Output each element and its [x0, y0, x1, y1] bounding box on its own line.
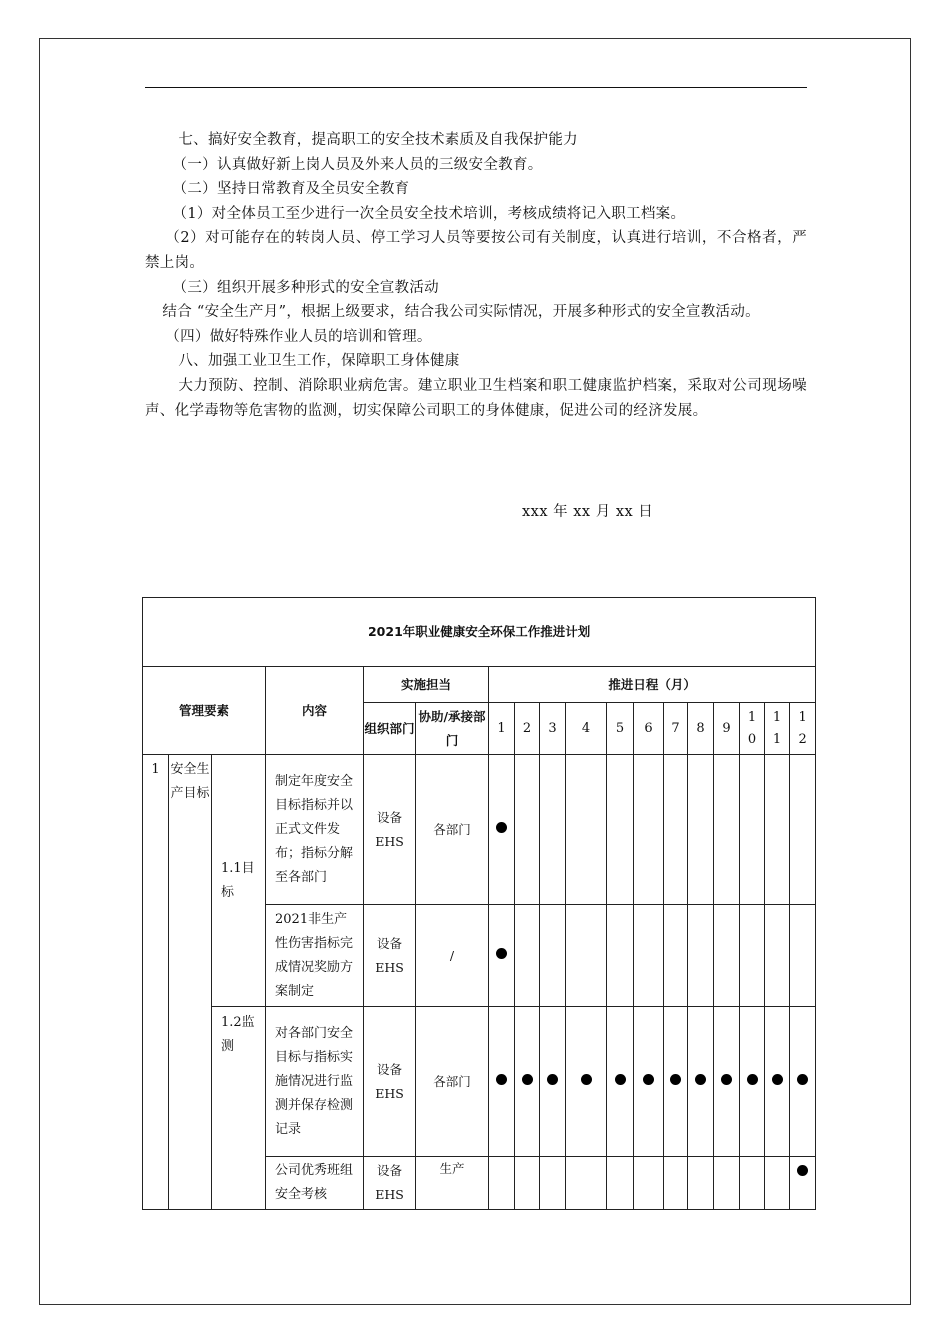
scheduled-dot	[721, 1074, 732, 1085]
month-header-3: 3	[540, 703, 566, 755]
schedule-cell-month-3	[540, 1157, 566, 1210]
schedule-cell-month-5	[607, 905, 634, 1007]
header-responsible: 实施担当	[364, 667, 489, 703]
header-content: 内容	[266, 667, 364, 755]
header-org-dept: 组织部门	[364, 703, 416, 755]
scheduled-dot	[496, 1074, 507, 1085]
row-assist-dept: 各部门	[416, 755, 489, 905]
scheduled-dot	[670, 1074, 681, 1085]
schedule-cell-month-10	[740, 1007, 765, 1157]
row-assist-dept: /	[416, 905, 489, 1007]
schedule-cell-month-6	[634, 905, 664, 1007]
schedule-cell-month-2	[515, 755, 540, 905]
schedule-cell-month-8	[688, 905, 714, 1007]
month-header-12: 12	[790, 703, 816, 755]
schedule-cell-month-5	[607, 1157, 634, 1210]
scheduled-dot	[522, 1074, 533, 1085]
schedule-cell-month-5	[607, 755, 634, 905]
schedule-cell-month-1	[489, 1007, 515, 1157]
schedule-cell-month-5	[607, 1007, 634, 1157]
paragraph-5: （2）对可能存在的转岗人员、停工学习人员等要按公司有关制度，认真进行培训，不合格者，严禁上岗。	[145, 230, 807, 271]
schedule-cell-month-10	[740, 1157, 765, 1210]
row-content: 2021非生产性伤害指标完成情况奖励方案制定	[266, 905, 364, 1007]
schedule-cell-month-8	[688, 755, 714, 905]
subsection-target: 1.1目标	[212, 755, 266, 1007]
scheduled-dot	[772, 1074, 783, 1085]
paragraph-10: 大力预防、控制、消除职业病危害。建立职业卫生档案和职工健康监护档案，采取对公司现场噪声、化学毒物等危害物的监测，切实保障公司职工的身体健康，促进公司的经济发展。	[145, 377, 807, 419]
schedule-cell-month-11	[765, 755, 790, 905]
paragraph-2: （一）认真做好新上岗人员及外来人员的三级安全教育。	[172, 156, 543, 173]
paragraph-3: （二）坚持日常教育及全员安全教育	[172, 181, 410, 198]
schedule-cell-month-7	[664, 905, 688, 1007]
row-content: 公司优秀班组安全考核	[266, 1157, 364, 1210]
schedule-cell-month-6	[634, 755, 664, 905]
month-header-7: 7	[664, 703, 688, 755]
row-content: 制定年度安全目标指标并以正式文件发布；指标分解至各部门	[266, 755, 364, 905]
scheduled-dot	[496, 948, 507, 959]
document-body	[145, 128, 807, 423]
month-header-8: 8	[688, 703, 714, 755]
schedule-cell-month-9	[714, 905, 740, 1007]
schedule-cell-month-2	[515, 905, 540, 1007]
row-org-dept: 设备EHS	[364, 1157, 416, 1210]
schedule-cell-month-12	[790, 755, 816, 905]
schedule-cell-month-1	[489, 905, 515, 1007]
schedule-cell-month-7	[664, 1157, 688, 1210]
work-plan-table	[142, 597, 816, 1210]
schedule-cell-month-12	[790, 905, 816, 1007]
month-header-4: 4	[566, 703, 607, 755]
section-number: 1	[143, 755, 169, 1210]
header-management: 管理要素	[143, 667, 266, 755]
subsection-monitor: 1.2监测	[212, 1007, 266, 1210]
schedule-cell-month-8	[688, 1007, 714, 1157]
paragraph-8: （四）做好特殊作业人员的培训和管理。	[165, 328, 432, 345]
schedule-cell-month-3	[540, 905, 566, 1007]
month-header-2: 2	[515, 703, 540, 755]
row-assist-dept: 各部门	[416, 1007, 489, 1157]
paragraph-7: 结合 “安全生产月”，根据上级要求，结合我公司实际情况，开展多种形式的安全宣教活动。	[162, 304, 760, 321]
month-header-1: 1	[489, 703, 515, 755]
month-header-11: 11	[765, 703, 790, 755]
scheduled-dot	[547, 1074, 558, 1085]
schedule-cell-month-11	[765, 905, 790, 1007]
schedule-cell-month-6	[634, 1007, 664, 1157]
schedule-cell-month-11	[765, 1007, 790, 1157]
paragraph-6: （三）组织开展多种形式的安全宣教活动	[172, 279, 439, 296]
scheduled-dot	[695, 1074, 706, 1085]
schedule-cell-month-9	[714, 1007, 740, 1157]
schedule-cell-month-4	[566, 1007, 607, 1157]
schedule-cell-month-3	[540, 755, 566, 905]
schedule-cell-month-4	[566, 905, 607, 1007]
document-date: xxx 年 xx 月 xx 日	[522, 504, 654, 520]
row-org-dept: 设备EHS	[364, 755, 416, 905]
schedule-cell-month-7	[664, 1007, 688, 1157]
month-header-10: 10	[740, 703, 765, 755]
scheduled-dot	[581, 1074, 592, 1085]
schedule-cell-month-9	[714, 1157, 740, 1210]
schedule-cell-month-11	[765, 1157, 790, 1210]
paragraph-4: （1）对全体员工至少进行一次全员安全技术培训，考核成绩将记入职工档案。	[172, 205, 686, 222]
schedule-cell-month-1	[489, 755, 515, 905]
schedule-cell-month-12	[790, 1007, 816, 1157]
table-title: 2021年职业健康安全环保工作推进计划	[143, 598, 816, 667]
row-assist-dept: 生产	[416, 1157, 489, 1210]
schedule-cell-month-8	[688, 1157, 714, 1210]
schedule-cell-month-12	[790, 1157, 816, 1210]
schedule-cell-month-4	[566, 1157, 607, 1210]
row-org-dept: 设备EHS	[364, 905, 416, 1007]
schedule-cell-month-6	[634, 1157, 664, 1210]
schedule-cell-month-10	[740, 755, 765, 905]
scheduled-dot	[747, 1074, 758, 1085]
scheduled-dot	[643, 1074, 654, 1085]
scheduled-dot	[615, 1074, 626, 1085]
month-header-6: 6	[634, 703, 664, 755]
schedule-cell-month-3	[540, 1007, 566, 1157]
header-rule	[145, 87, 807, 88]
schedule-cell-month-4	[566, 755, 607, 905]
scheduled-dot	[797, 1074, 808, 1085]
schedule-cell-month-2	[515, 1157, 540, 1210]
paragraph-1: 七、搞好安全教育，提高职工的安全技术素质及自我保护能力	[178, 132, 578, 148]
scheduled-dot	[496, 822, 507, 833]
schedule-cell-month-9	[714, 755, 740, 905]
month-header-9: 9	[714, 703, 740, 755]
section-name: 安全生产目标	[169, 755, 212, 1210]
header-schedule: 推进日程（月）	[489, 667, 816, 703]
row-org-dept: 设备EHS	[364, 1007, 416, 1157]
header-assist-dept: 协助/承接部门	[416, 703, 489, 755]
row-content: 对各部门安全目标与指标实施情况进行监测并保存检测记录	[266, 1007, 364, 1157]
schedule-cell-month-2	[515, 1007, 540, 1157]
scheduled-dot	[797, 1165, 808, 1176]
month-header-5: 5	[607, 703, 634, 755]
paragraph-9: 八、加强工业卫生工作，保障职工身体健康	[178, 353, 460, 370]
schedule-cell-month-10	[740, 905, 765, 1007]
schedule-cell-month-1	[489, 1157, 515, 1210]
schedule-cell-month-7	[664, 755, 688, 905]
